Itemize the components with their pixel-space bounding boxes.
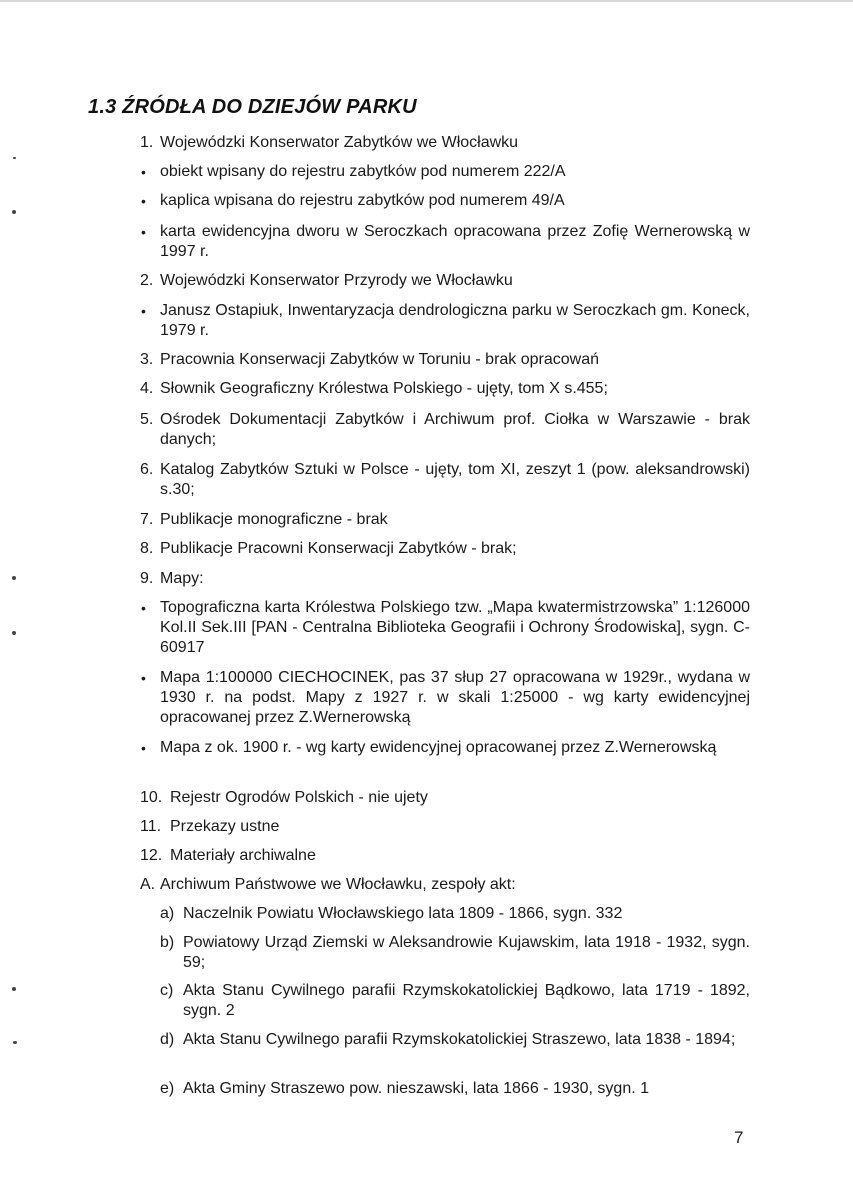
section-heading: 1.3 ŹRÓDŁA DO DZIEJÓW PARKU	[88, 96, 417, 118]
list-item-text: Wojewódzki Konserwator Zabytków we Włocławku	[160, 134, 519, 151]
list-item-text: Publikacje monograficzne - brak	[160, 511, 388, 528]
page-number: 7	[734, 1128, 744, 1147]
list-item-text: Mapa z ok. 1900 r. - wg karty ewidencyjnej opracowanej przez Z.Wernerowską	[160, 739, 717, 756]
scan-speck	[12, 631, 16, 635]
item-marker: 1.	[140, 134, 154, 151]
list-item	[160, 738, 750, 758]
list-item-text: karta ewidencyjna dworu w Seroczkach opracowana przez Zofię Wernerowską w 1997 r.	[160, 223, 750, 260]
item-marker: 3.	[140, 351, 154, 368]
list-item	[183, 1030, 750, 1050]
scan-speck	[13, 157, 16, 159]
list-item	[160, 271, 750, 291]
bullet-marker: •	[141, 224, 146, 240]
scan-top-edge	[0, 0, 853, 2]
list-item-text: Topograficzna karta Królestwa Polskiego tzw. „Mapa kwatermistrzowska” 1:126000 Kol.II Sek.III [PAN - Centralna Biblioteka Geografii i Ochrony Środowiska], sygn. C-60917	[160, 599, 750, 656]
item-marker: A.	[140, 876, 156, 893]
item-marker: 7.	[140, 511, 154, 528]
item-marker: e)	[160, 1080, 175, 1097]
item-marker: 10.	[140, 789, 163, 806]
item-marker: 8.	[140, 540, 154, 557]
list-item	[170, 788, 750, 808]
list-item	[170, 846, 750, 866]
list-item-text: Katalog Zabytków Sztuki w Polsce - ujęty, tom XI, zeszyt 1 (pow. aleksandrowski) s.30;	[160, 461, 750, 498]
list-item-text: obiekt wpisany do rejestru zabytków pod numerem 222/A	[160, 163, 566, 180]
item-marker: a)	[160, 905, 175, 922]
scan-speck	[12, 210, 16, 214]
list-item-text: Mapy:	[160, 570, 204, 587]
bullet-marker: •	[141, 670, 146, 686]
list-item-text: Janusz Ostapiuk, Inwentaryzacja dendrologiczna parku w Seroczkach gm. Koneck, 1979 r.	[160, 302, 750, 339]
item-marker: 2.	[140, 272, 154, 289]
item-marker: 4.	[140, 380, 154, 397]
list-item	[160, 875, 750, 895]
list-item-text: Publikacje Pracowni Konserwacji Zabytków - brak;	[160, 540, 517, 557]
scan-speck	[12, 576, 16, 580]
list-item	[160, 191, 750, 211]
list-item	[183, 1079, 750, 1099]
list-item-text: Powiatowy Urząd Ziemski w Aleksandrowie Kujawskim, lata 1918 - 1932, sygn. 59;	[183, 934, 750, 971]
list-item	[183, 904, 750, 924]
list-item	[160, 598, 750, 658]
item-marker: b)	[160, 934, 175, 951]
list-item-text: Wojewódzki Konserwator Przyrody we Włocławku	[160, 272, 513, 289]
list-item	[160, 222, 750, 262]
list-item-text: Naczelnik Powiatu Włocławskiego lata 1809 - 1866, sygn. 332	[183, 905, 623, 922]
list-item-text: kaplica wpisana do rejestru zabytków pod numerem 49/A	[160, 192, 565, 209]
list-item-text: Materiały archiwalne	[170, 847, 316, 864]
list-item	[160, 350, 750, 370]
bullet-marker: •	[141, 164, 146, 180]
bullet-marker: •	[141, 193, 146, 209]
list-item	[183, 933, 750, 973]
list-item	[160, 460, 750, 500]
list-item-text: Ośrodek Dokumentacji Zabytków i Archiwum prof. Ciołka w Warszawie - brak danych;	[160, 411, 750, 448]
list-item	[160, 301, 750, 341]
list-item	[160, 379, 750, 399]
bullet-marker: •	[141, 303, 146, 319]
item-marker: 12.	[140, 847, 163, 864]
list-item	[160, 539, 750, 559]
item-marker: d)	[160, 1031, 175, 1048]
list-item	[160, 410, 750, 450]
list-item	[170, 817, 750, 837]
list-item-text: Rejestr Ogrodów Polskich - nie ujety	[170, 789, 428, 806]
item-marker: 6.	[140, 461, 154, 478]
list-item	[160, 668, 750, 728]
item-marker: c)	[160, 982, 174, 999]
list-item	[160, 569, 750, 589]
list-item-text: Archiwum Państwowe we Włocławku, zespoły akt:	[160, 876, 516, 893]
list-item	[160, 162, 750, 182]
list-item-text: Przekazy ustne	[170, 818, 280, 835]
list-item-text: Słownik Geograficzny Królestwa Polskiego - ujęty, tom X s.455;	[160, 380, 608, 397]
list-item-text: Akta Stanu Cywilnego parafii Rzymskokatolickiej Bądkowo, lata 1719 - 1892, sygn. 2	[183, 982, 750, 1019]
list-item	[183, 981, 750, 1021]
list-item	[160, 510, 750, 530]
item-marker: 5.	[140, 411, 154, 428]
scan-speck	[12, 987, 16, 991]
list-item-text: Pracownia Konserwacji Zabytków w Toruniu - brak opracowań	[160, 351, 600, 368]
scan-speck	[13, 1041, 17, 1044]
list-item-text: Akta Gminy Straszewo pow. nieszawski, lata 1866 - 1930, sygn. 1	[183, 1080, 650, 1097]
list-item	[160, 133, 750, 153]
item-marker: 11.	[140, 818, 162, 835]
bullet-marker: •	[141, 600, 146, 616]
bullet-marker: •	[141, 740, 146, 756]
list-item-text: Akta Stanu Cywilnego parafii Rzymskokatolickiej Straszewo, lata 1838 - 1894;	[183, 1031, 736, 1048]
item-marker: 9.	[140, 570, 154, 587]
list-item-text: Mapa 1:100000 CIECHOCINEK, pas 37 słup 27 opracowana w 1929r., wydana w 1930 r. na podst. Mapy z 1927 r. w skali 1:25000 - wg karty ewidencyjnej opracowanej przez Z.Wernerowską	[160, 669, 750, 726]
